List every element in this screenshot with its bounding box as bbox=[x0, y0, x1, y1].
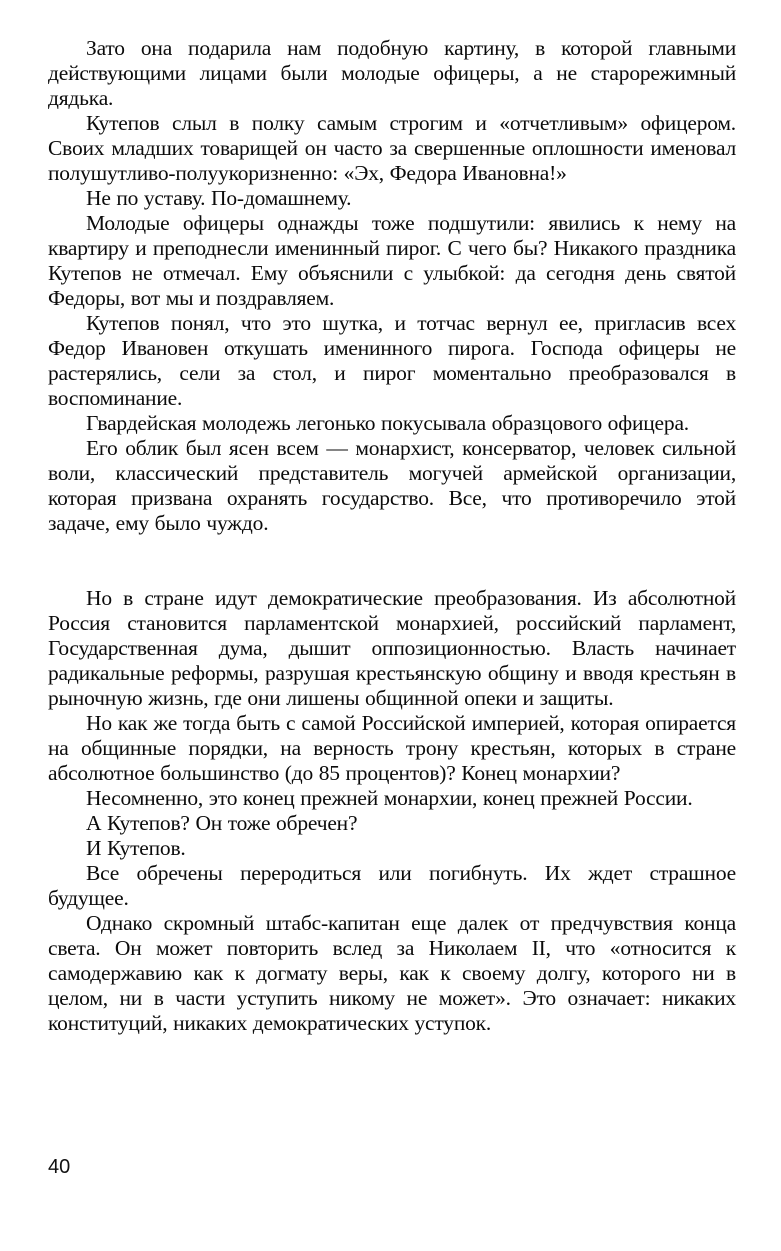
paragraph: Кутепов слыл в полку самым строгим и «отчетливым» офицером. Своих младших товарищей он часто за свершенные оплошности именовал полушутливо-полуукоризненно: «Эх, Федора Ивановна!» bbox=[48, 111, 736, 185]
text-section-1 bbox=[48, 36, 736, 536]
paragraph: Но в стране идут демократические преобразования. Из абсолютной Россия становится парламентской монархией, российский парламент, Государственная дума, дышит оппозиционностью. Власть начинает радикальные реформы, разрушая крестьянскую общину и вводя крестьян в рыночную жизнь, где они лишены общинной опеки и защиты. bbox=[48, 586, 736, 710]
paragraph: Молодые офицеры однажды тоже подшутили: явились к нему на квартиру и преподнесли именинный пирог. С чего бы? Никакого праздника Кутепов не отмечал. Ему объяснили с улыбкой: да сегодня день святой Федоры, вот мы и поздравляем. bbox=[48, 211, 736, 310]
paragraph: Несомненно, это конец прежней монархии, конец прежней России. bbox=[86, 786, 693, 810]
page-number: 40 bbox=[48, 1156, 71, 1178]
text-section-2 bbox=[48, 586, 736, 1036]
paragraph: Кутепов понял, что это шутка, и тотчас вернул ее, пригласив всех Федор Ивановен откушать именинного пирога. Господа офицеры не растерялись, сели за стол, и пирог моментально преобразовался в воспоминание. bbox=[48, 311, 736, 410]
paragraph: Не по уставу. По-домашнему. bbox=[86, 186, 352, 210]
paragraph: Зато она подарила нам подобную картину, в которой главными действующими лицами были молодые офицеры, а не старорежимный дядька. bbox=[48, 36, 736, 110]
paragraph: А Кутепов? Он тоже обречен? bbox=[86, 811, 358, 835]
paragraph: Его облик был ясен всем — монархист, консерватор, человек сильной воли, классический представитель могучей армейской организации, которая призвана охранять государство. Все, что противоречило этой задаче, ему было чуждо. bbox=[48, 436, 736, 535]
paragraph: И Кутепов. bbox=[86, 836, 186, 860]
paragraph: Все обречены переродиться или погибнуть. Их ждет страшное будущее. bbox=[48, 861, 736, 910]
paragraph: Однако скромный штабс-капитан еще далек от предчувствия конца света. Он может повторить вслед за Николаем II, что «относится к самодержавию как к догмату веры, как к своему долгу, которого ни в целом, ни в части уступить никому не может». Это означает: никаких конституций, никаких демократических уступок. bbox=[48, 911, 736, 1035]
section-break bbox=[48, 536, 736, 586]
paragraph: Но как же тогда быть с самой Российской империей, которая опирается на общинные порядки, на верность трону крестьян, которых в стране абсолютное большинство (до 85 процентов)? Конец монархии? bbox=[48, 711, 736, 785]
paragraph: Гвардейская молодежь легонько покусывала образцового офицера. bbox=[86, 411, 689, 435]
